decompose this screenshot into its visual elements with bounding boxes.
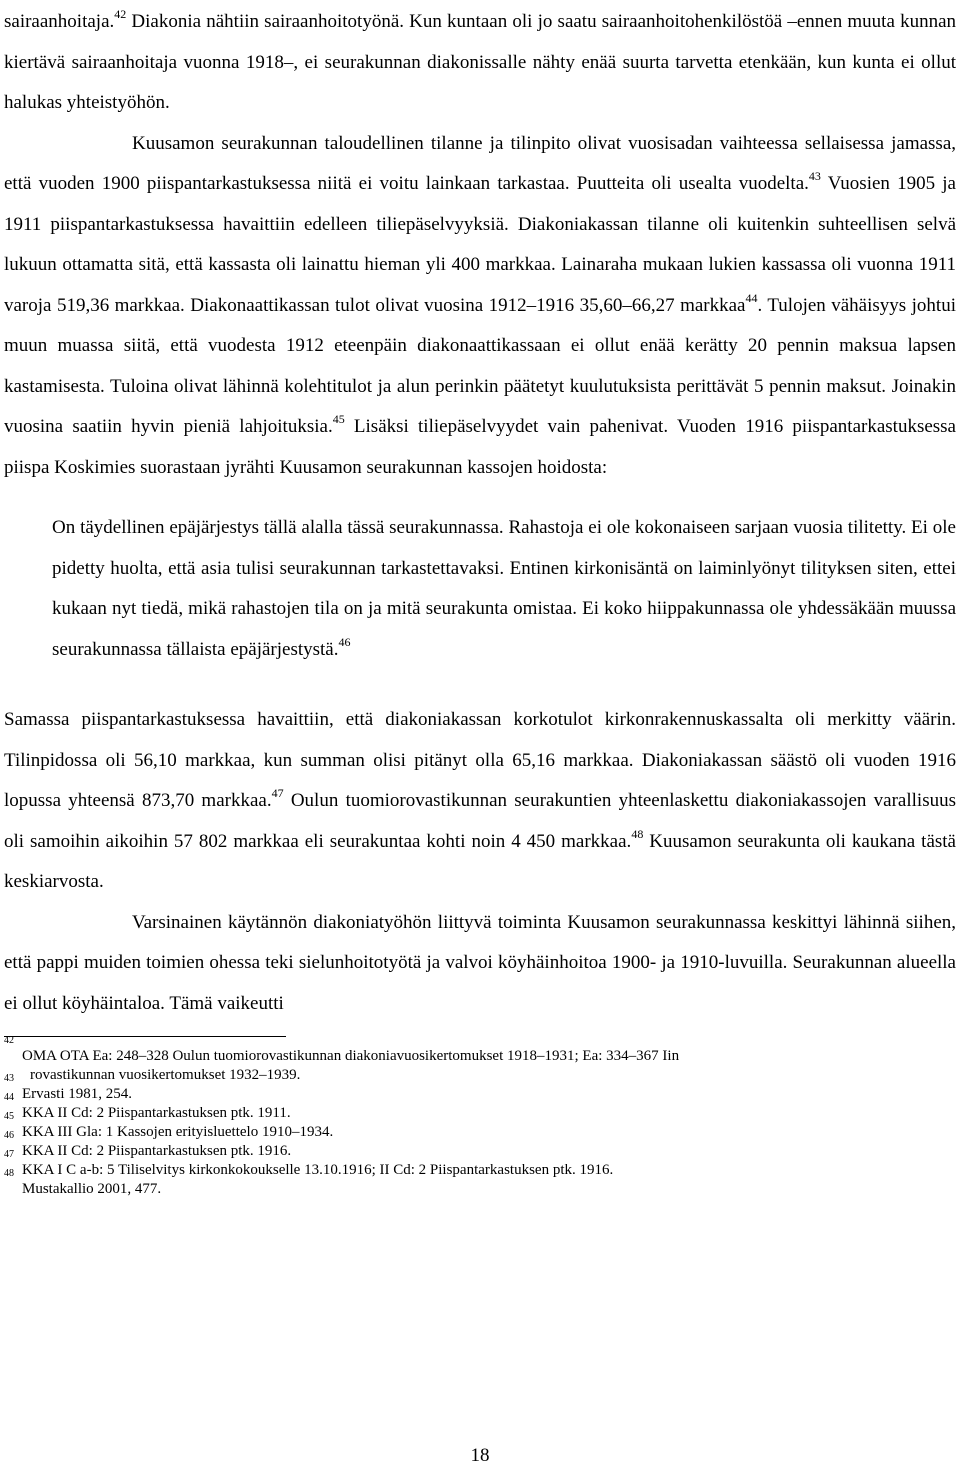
footnote-separator [4,1036,286,1037]
footnote-48: 48 Mustakallio 2001, 477. [4,1168,162,1197]
paragraph-2: Kuusamon seurakunnan taloudellinen tilanne ja tilinpito olivat vuosisadan vaihteessa sellaisessa jamassa, että vuoden 1900 piispantarkastuksessa niitä ei voitu lainkaan tarkastaa. Puutteita oli usealta vuodelta.$^{43}$ Vuosien 1905 ja 1911 piispantarkastuksessa havaittiin edelleen tiliepäselvyyksiä. Diakoniakassan tilanne oli kuitenkin suhteellisen selvä lukuun ottamatta sitä, että kassasta oli lainattu hieman yli 400 markkaa. Lainaraha mukaan lukien kassassa oli vuonna 1911 varoja 519,36 markkaa. Diakonaattikassan tulot olivat vuosina 1912–1916 35,60–66,27 markkaa$^{44}$. Tulojen vähäisyys johtui muun muassa siitä, että vuodesta 1912 eteenpäin diakonaattikassaan ei ollut enää kerätty 20 pennin maksua lapsen kastamisesta. Tuloina olivat lähinnä kolehtitulot ja alun perinkin päätetyt kuulutuksista perittävät 5 pennin maksut. Joinakin vuosina saatiin hyvin pieniä lahjoituksia.$^{45}$ Lisäksi tiliepäselvyydet vain pahenivat. Vuoden 1916 piispantarkastuksessa piispa Koskimies suorastaan jyrähti Kuusamon seurakunnan kassojen hoidosta: [4,132,956,478]
paragraph-1: sairaanhoitaja.$^{42}$ Diakonia nähtiin sairaanhoitotyönä. Kun kuntaan oli jo saatu sairaanhoitohenkilöstöä –ennen muuta kunnan kiertävä sairaanhoitaja vuonna 1918–, ei seurakunnan diakonissalle nähty enää suurta tarvetta etenkään, kun kunta ei ollut halukas yhteistyöhön. [4,7,956,113]
paragraph-3: Samassa piispantarkastuksessa havaittiin, että diakoniakassan korkotulot kirkonrakennuskassalta oli merkitty väärin. Tilinpidossa oli 56,10 markkaa, kun summan olisi pitänyt olla 65,16 markkaa. Diakoniakassan säästö oli vuoden 1916 lopussa yhteensä 873,70 markkaa.$^{47}$ Oulun tuomiorovastikunnan seurakuntien yhteenlaskettu diakoniakassojen varallisuus oli samoihin aikoihin 57 802 markkaa eli seurakuntaa kohti noin 4 450 markkaa.$^{48}$ Kuusamon seurakunta oli kaukana tästä keskiarvosta. [4,709,956,892]
footnote-ref-47[interactable]: 47 [271,786,284,800]
footnote-ref-48[interactable]: 48 [631,826,644,841]
page-number: 18 [470,1445,490,1466]
footnote-46: 46 KKA II Cd: 2 Piispantarkastuksen ptk. 1916. [4,1130,292,1159]
document-page [4,2,956,1199]
footnote-42: 42 OMA OTA Ea: 248–328 Oulun tuomiorovastikunnan diakoniavuosikertomukset 1918–1931; Ea: 334–367 Iin [4,1035,680,1064]
footnote-ref-45[interactable]: 45 [332,412,345,426]
footnotes [4,1035,956,1199]
footnote-43: 43 Ervasti 1981, 254. [4,1073,132,1102]
footnote-ref-42[interactable]: 42 [114,7,127,21]
paragraph-4: Varsinainen käytännön diakoniatyöhön liittyvä toiminta Kuusamon seurakunnassa keskittyi lähinnä siihen, että pappi muiden toimien ohessa teki sielunhoitotyötä ja valvoi köyhäinhoitoa 1900- ja 1910-luvuilla. Seurakunnan alueella ei ollut köyhäintaloa. Tämä vaikeutti [4,911,956,1014]
block-quote: On täydellinen epäjärjestys tällä alalla tässä seurakunnassa. Rahastoja ei ole kokonaiseen sarjaan vuosia tilitetty. Ei ole pidetty huolta, että asia tulisi seurakunnan tarkastettavaksi. Entinen kirkonisäntä on laiminlyönyt tilityksen siten, ettei kukaan nyt tiedä, mikä rahastojen tila on ja mitä seurakunta omistaa. Ei koko hiippakunnassa ole yhdessäkään muussa seurakunnassa tällaista epäjärjestystä.$^{46}$ [52,517,956,660]
footnote-42-continued: rovastikunnan vuosikertomukset 1932–1939. [30,1067,301,1083]
footnote-44: 44 KKA II Cd: 2 Piispantarkastuksen ptk. 1911. [4,1092,291,1121]
footnote-ref-46[interactable]: 46 [338,634,351,649]
footnote-45: 45 KKA III Gla: 1 Kassojen erityisluettelo 1910–1934. [4,1111,334,1140]
footnote-47: 47 KKA I C a-b: 5 Tiliselvitys kirkonkokoukselle 13.10.1916; II Cd: 2 Piispantarkastuksen ptk. 1916. [4,1149,614,1178]
footnote-ref-43[interactable]: 43 [808,169,821,183]
footnote-ref-44[interactable]: 44 [745,290,758,305]
